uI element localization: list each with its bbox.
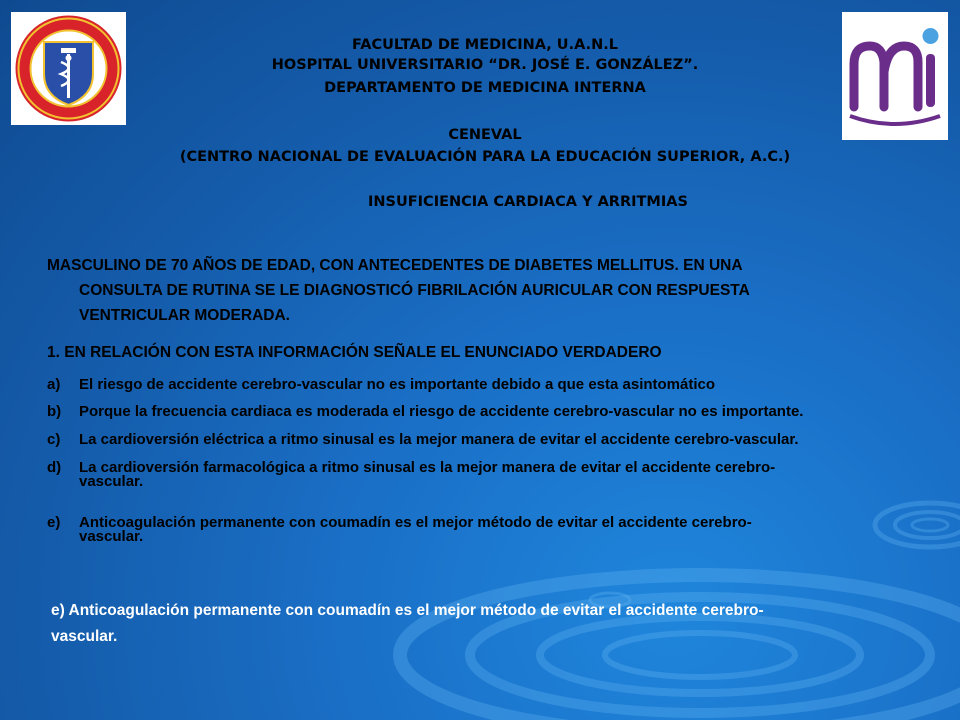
- case-line-3: VENTRICULAR MODERADA.: [79, 307, 290, 324]
- option-text-continued: vascular.: [79, 473, 144, 490]
- option-text: El riesgo de accidente cerebro-vascular no es importante debido a que esta asintomático: [79, 376, 716, 393]
- option-letter: e): [47, 514, 61, 531]
- question-text: 1. EN RELACIÓN CON ESTA INFORMACIÓN SEÑALE EL ENUNCIADO VERDADERO: [47, 344, 662, 361]
- topic-title: INSUFICIENCIA CARDIACA Y ARRITMIAS: [368, 194, 688, 210]
- option-text-continued: vascular.: [79, 528, 144, 545]
- option-text: La cardioversión farmacológica a ritmo sinusal es la mejor manera de evitar el accidente cerebro-: [79, 459, 776, 476]
- case-line-2: CONSULTA DE RUTINA SE LE DIAGNOSTICÓ FIBRILACIÓN AURICULAR CON RESPUESTA: [79, 282, 750, 299]
- option-c: [47, 433, 947, 447]
- internal-medicine-logo: [842, 12, 948, 140]
- option-letter: d): [47, 459, 62, 476]
- option-a: [47, 378, 947, 392]
- option-text: La cardioversión eléctrica a ritmo sinusal es la mejor manera de evitar el accidente cerebro-vascular.: [79, 431, 799, 448]
- header-department: DEPARTAMENTO DE MEDICINA INTERNA: [324, 80, 646, 96]
- header-ceneval: CENEVAL: [448, 127, 522, 143]
- option-text: Porque la frecuencia cardiaca es moderada el riesgo de accidente cerebro-vascular no es importante.: [79, 403, 804, 420]
- answer-text: [51, 598, 931, 650]
- option-d: [47, 461, 947, 489]
- header-faculty: FACULTAD DE MEDICINA, U.A.N.L: [352, 37, 618, 53]
- university-seal-logo: [11, 12, 126, 125]
- header-hospital: HOSPITAL UNIVERSITARIO “DR. JOSÉ E. GONZÁLEZ”.: [271, 57, 699, 73]
- answer-line-1: e) Anticoagulación permanente con coumadín es el mejor método de evitar el accidente cerebro-: [51, 602, 764, 619]
- case-description: [47, 253, 867, 328]
- option-b: [47, 405, 947, 419]
- header-ceneval-full: (CENTRO NACIONAL DE EVALUACIÓN PARA LA EDUCACIÓN SUPERIOR, A.C.): [179, 149, 791, 165]
- option-letter: a): [47, 376, 61, 393]
- case-line-1: MASCULINO DE 70 AÑOS DE EDAD, CON ANTECEDENTES DE DIABETES MELLITUS. EN UNA: [47, 257, 743, 274]
- option-letter: c): [47, 431, 61, 448]
- option-text: Anticoagulación permanente con coumadín es el mejor método de evitar el accidente cerebro-: [79, 514, 752, 531]
- option-e: [47, 516, 947, 544]
- option-letter: b): [47, 403, 62, 420]
- answer-line-2: vascular.: [51, 628, 118, 645]
